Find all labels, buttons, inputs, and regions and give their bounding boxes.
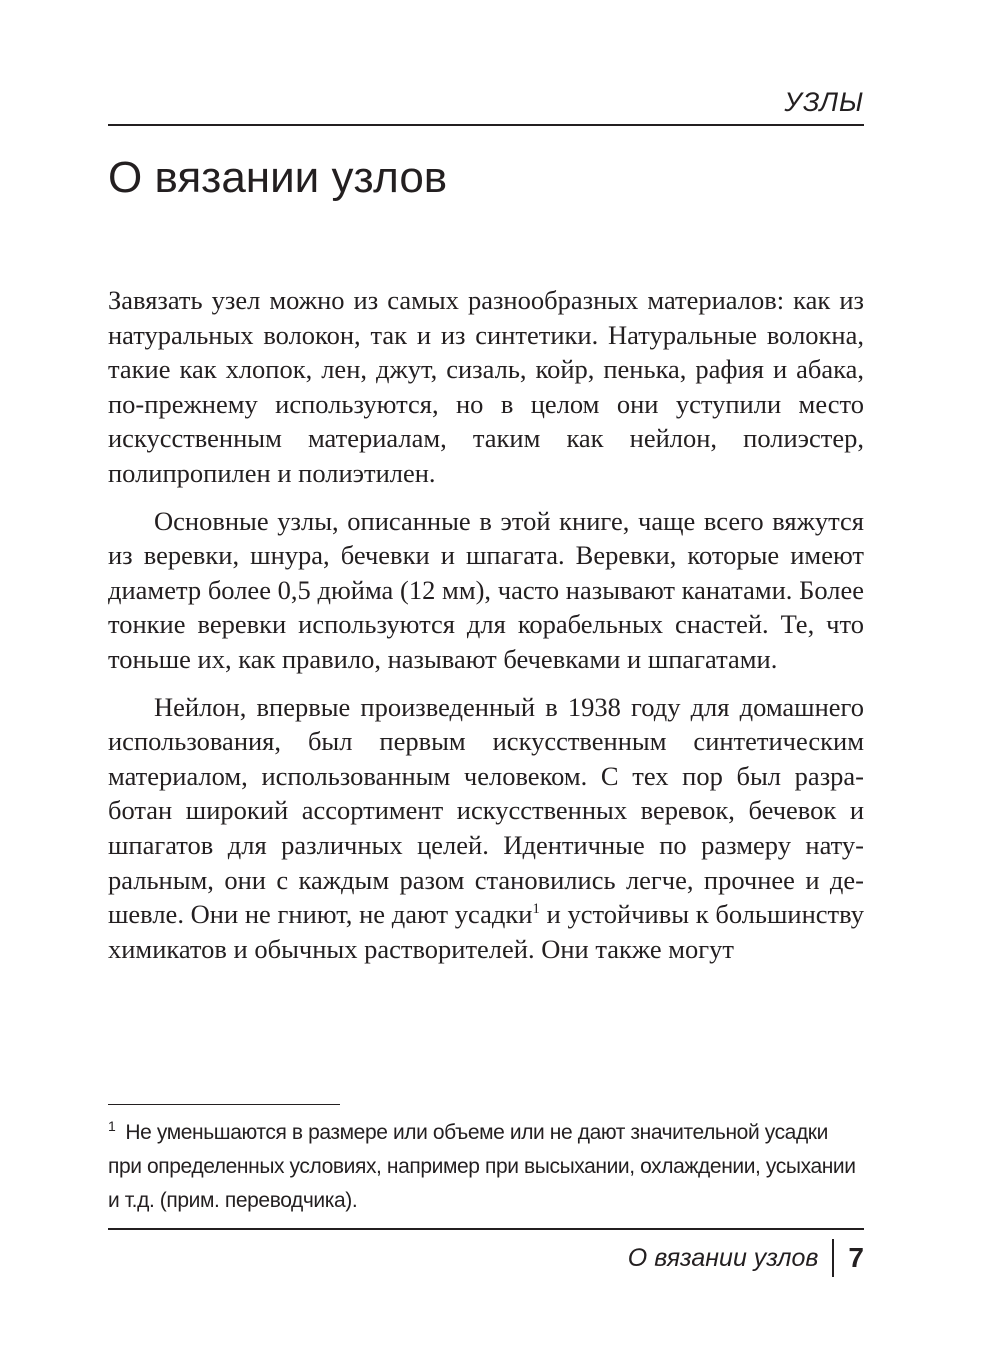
footnote xyxy=(108,1116,864,1218)
chapter-title: О вязании узлов xyxy=(108,153,448,202)
page-footer xyxy=(628,1238,864,1278)
footnote-text: Не уменьшаются в размере или объеме или не дают значительной усадки при определенных условиях, например при высыхании, охлаждении, усыхании и т.д. (прим. переводчика). xyxy=(108,1121,856,1212)
paragraph-2: Основные узлы, описанные в этой книге, чаще всего вяжутся из веревки, шнура, бечевки и шпагата. Веревки, которые имеют диаметр более 0,5 дюйма (12 мм), часто называют канатами. Более тонкие веревки используются для корабельных снастей. Те, что тоньше их, как правило, называют бечевками и шпагатами. xyxy=(108,505,864,674)
footnote-reference[interactable]: 1 xyxy=(532,901,540,918)
footer-rule xyxy=(108,1228,864,1230)
paragraph-3-part-1: Нейлон, впервые произведенный в 1938 году для домашнего использования, был первым искусственным синтетическим материалом, использованным человеком. С тех пор был разработан широкий ассортимент искусственных веревок, бечевок и шпагатов для различных целей. Идентичные по размеру натуральным, они с каждым разом становились легче, прочнее и дешевле. Они не гниют, не дают усадки xyxy=(108,691,864,930)
paragraph-3 xyxy=(108,690,864,967)
footer-separator xyxy=(832,1239,834,1277)
footnote-number: 1 xyxy=(108,1118,116,1134)
header-rule xyxy=(108,124,864,126)
page-number: 7 xyxy=(848,1242,864,1273)
footnote-rule xyxy=(108,1104,340,1105)
paragraph-1: Завязать узел можно из самых разнообразных материалов: как из натуральных волокон, так и из синтетики. Натуральные волокна, такие как хлопок, лен, джут, сизаль, койр, пенька, рафия и абака, по-прежнему используются, но в целом они уступили место искусственным материалам, таким как нейлон, полиэстер, полипропилен и полиэтилен. xyxy=(108,285,864,488)
running-head: УЗЛЫ xyxy=(784,87,864,117)
body-text xyxy=(108,283,864,979)
paragraph-3-part-2: и устойчивы к большинству химикатов и обычных растворителей. Они также могут xyxy=(108,899,864,964)
footer-chapter-title: О вязании узлов xyxy=(627,1244,819,1272)
